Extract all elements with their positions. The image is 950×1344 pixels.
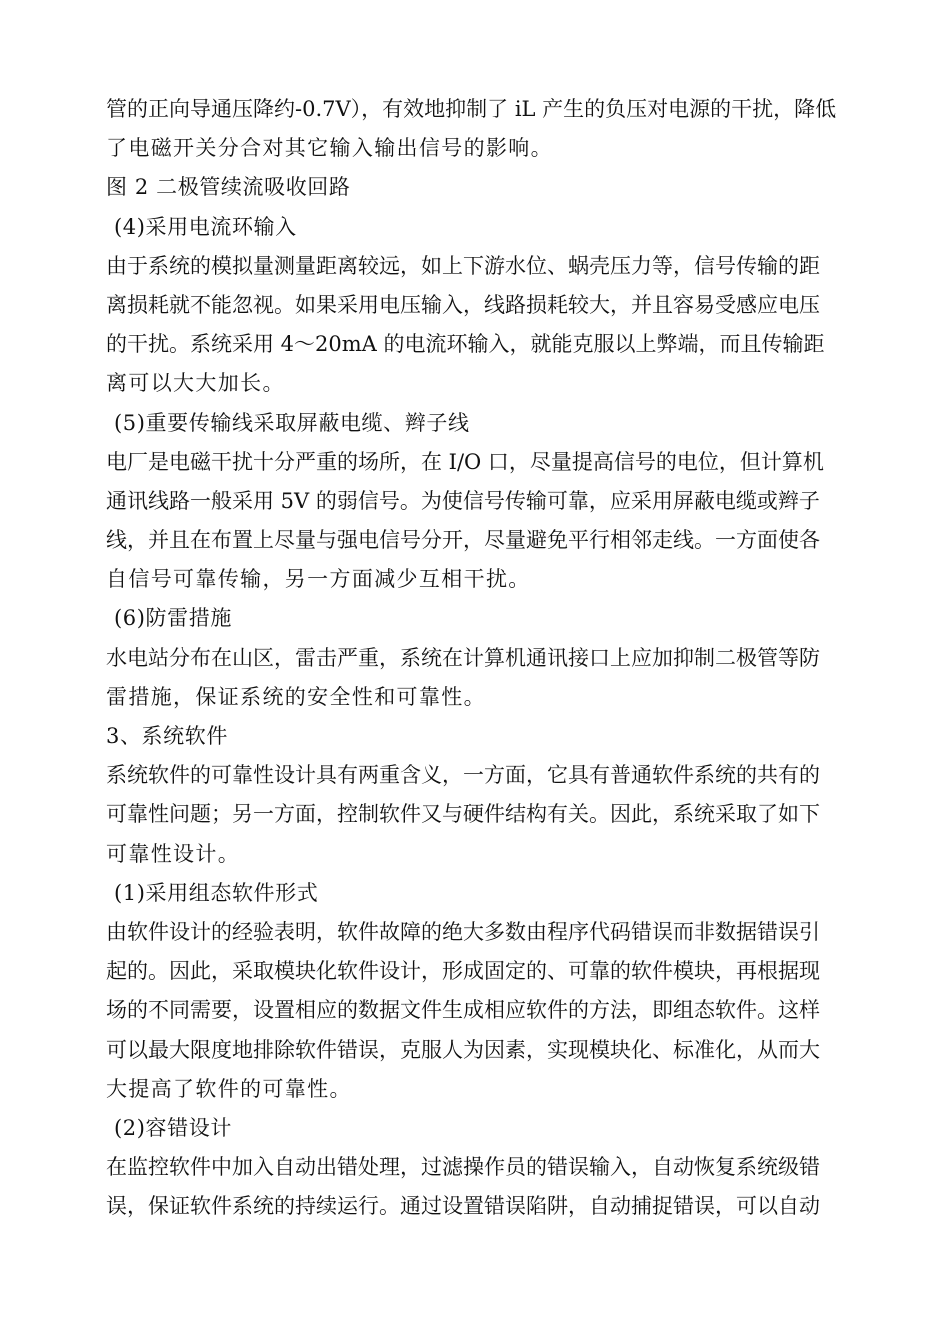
subheading-5: (5)重要传输线采取屏蔽电缆、辫子线 (114, 410, 470, 435)
subheading-6: (6)防雷措施 (114, 606, 232, 631)
document-page (106, 90, 858, 1226)
text-line-13: 自信号可靠传输，另一方面减少互相干扰。 (106, 567, 531, 592)
subheading-4: (4)采用电流环输入 (114, 214, 297, 239)
text-line-16: 雷措施，保证系统的安全性和可靠性。 (106, 684, 486, 709)
text-line-11: 通讯线路一般采用 5V 的弱信号。为使信号传输可靠，应采用屏蔽电缆或辫子 (106, 488, 820, 513)
text-line-7: 的干扰。系统采用 4～20mA 的电流环输入，就能克服以上弊端，而且传输距 (106, 332, 825, 357)
text-line-24: 场的不同需要，设置相应的数据文件生成相应软件的方法，即组态软件。这样 (106, 998, 820, 1023)
text-line-28: 在监控软件中加入自动出错处理，过滤操作员的错误输入，自动恢复系统级错 (106, 1155, 820, 1180)
text-line-25: 可以最大限度地排除软件错误，克服人为因素，实现模块化、标准化，从而大 (106, 1037, 820, 1062)
text-line-12: 线，并且在布置上尽量与强电信号分开，尽量避免平行相邻走线。一方面使各 (106, 528, 820, 553)
text-line-1: 管的正向导通压降约-0.7V），有效地抑制了 iL 产生的负压对电源的干扰，降低 (106, 97, 837, 121)
text-line-5: 由于系统的模拟量测量距离较远，如上下游水位、蜗壳压力等，信号传输的距 (106, 253, 820, 278)
text-line-20: 可靠性设计。 (106, 841, 241, 866)
text-line-8: 离可以大大加长。 (106, 371, 285, 396)
text-line-15: 水电站分布在山区，雷击严重，系统在计算机通讯接口上应加抑制二极管等防 (106, 645, 820, 670)
text-line-6: 离损耗就不能忽视。如果采用电压输入，线路损耗较大，并且容易受感应电压 (106, 292, 820, 317)
text-line-29: 误，保证软件系统的持续运行。通过设置错误陷阱，自动捕捉错误，可以自动 (106, 1194, 820, 1219)
subheading-1: (1)采用组态软件形式 (114, 880, 319, 905)
text-line-22: 由软件设计的经验表明，软件故障的绝大多数由程序代码错误而非数据错误引 (106, 919, 820, 944)
figure-caption: 图 2 二极管续流吸收回路 (106, 175, 351, 200)
text-line-18: 系统软件的可靠性设计具有两重含义，一方面，它具有普通软件系统的共有的 (106, 763, 820, 788)
text-line-26: 大提高了软件的可靠性。 (106, 1076, 352, 1101)
section-heading-3: 3、系统软件 (106, 724, 228, 748)
subheading-2: (2)容错设计 (114, 1115, 232, 1140)
text-line-23: 起的。因此，采取模块化软件设计，形成固定的、可靠的软件模块，再根据现 (106, 959, 820, 984)
text-line-2: 了电磁开关分合对其它输入输出信号的影响。 (106, 136, 553, 161)
text-line-10: 电厂是电磁干扰十分严重的场所，在 I/O 口，尽量提高信号的电位，但计算机 (106, 449, 824, 474)
text-line-19: 可靠性问题；另一方面，控制软件又与硬件结构有关。因此，系统采取了如下 (106, 802, 820, 827)
